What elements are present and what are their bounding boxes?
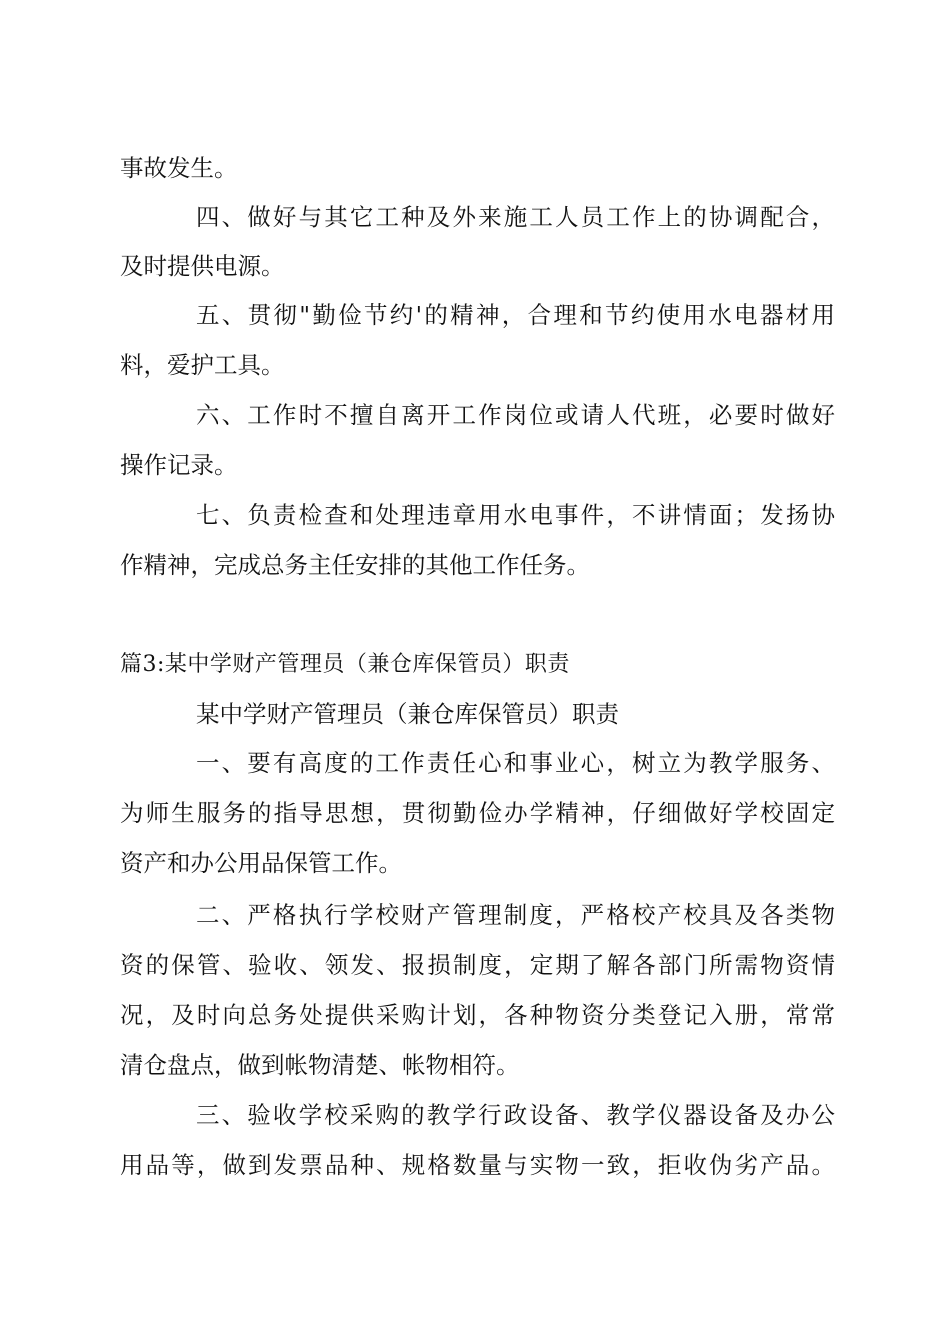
paragraph-line: 为师生服务的指导思想，贯彻勤俭办学精神，仔细做好学校固定 <box>120 799 835 827</box>
section-heading: 篇3:某中学财产管理员（兼仓库保管员）职责 <box>120 652 570 677</box>
paragraph-line: 事故发生。 <box>120 154 238 182</box>
paragraph-line: 料，爱护工具。 <box>120 351 285 379</box>
section-title: 某中学财产管理员（兼仓库保管员）职责 <box>196 700 619 728</box>
paragraph-line: 二、严格执行学校财产管理制度，严格校产校具及各类物 <box>196 901 835 929</box>
paragraph-line: 资的保管、验收、领发、报损制度，定期了解各部门所需物资情 <box>120 951 835 979</box>
paragraph-line: 及时提供电源。 <box>120 252 285 280</box>
paragraph-line: 用品等，做到发票品种、规格数量与实物一致，拒收伪劣产品。 <box>120 1151 835 1179</box>
paragraph-line: 况，及时向总务处提供采购计划，各种物资分类登记入册，常常 <box>120 1001 835 1029</box>
paragraph-line: 操作记录。 <box>120 451 238 479</box>
paragraph-line: 五、贯彻"勤俭节约'的精神，合理和节约使用水电器材用 <box>196 301 835 329</box>
paragraph-line: 一、要有高度的工作责任心和事业心，树立为教学服务、 <box>196 749 835 777</box>
paragraph-line: 四、做好与其它工种及外来施工人员工作上的协调配合， <box>196 203 835 231</box>
paragraph-line: 资产和办公用品保管工作。 <box>120 849 402 877</box>
paragraph-line: 七、负责检查和处理违章用水电事件，不讲情面；发扬协 <box>196 501 835 529</box>
paragraph-line: 作精神，完成总务主任安排的其他工作任务。 <box>120 551 590 579</box>
paragraph-line: 清仓盘点，做到帐物清楚、帐物相符。 <box>120 1051 520 1079</box>
paragraph-line: 六、工作时不擅自离开工作岗位或请人代班，必要时做好 <box>196 401 835 429</box>
paragraph-line: 三、验收学校采购的教学行政设备、教学仪器设备及办公 <box>196 1101 835 1129</box>
